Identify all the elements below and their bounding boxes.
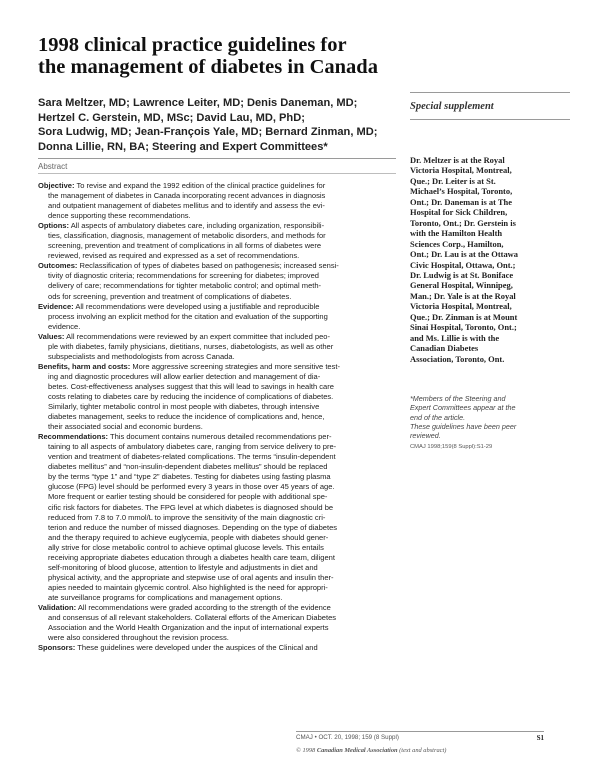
section-text-line: Similarly, tighter metabolic control in most people with diabetes, through intensive: [48, 402, 320, 412]
abstract-section: [38, 643, 398, 653]
copyright-org: Canadian Medical Association: [316, 747, 398, 754]
affiliation-line: Ont.; Dr. Lau is at the Ottawa: [410, 249, 518, 260]
section-text-line: tivity of diagnostic criteria; recommendations for screening for diabetes; improved: [48, 271, 319, 281]
sidebar-divider: [410, 92, 570, 93]
affiliation-line: Man.; Dr. Yale is at the Royal: [410, 290, 516, 301]
section-text-line: self-monitoring of blood glucose, attention to lifestyle and adjustments in diet and: [48, 562, 318, 572]
author-list: [38, 96, 403, 154]
peer-review-line: reviewed.: [410, 431, 441, 441]
section-text-line: Association and the World Health Organization and the input of international experts: [48, 623, 329, 633]
section-text-line: ing and diagnostic procedures will allow earlier detection and management of dia-: [48, 371, 321, 381]
copyright-suffix: (text and abstract): [397, 747, 447, 754]
peer-review-line: These guidelines have been peer: [410, 422, 517, 431]
copyright-line: [296, 747, 556, 754]
affiliation-line: Que.; Dr. Leiter is at St.: [410, 175, 496, 186]
committee-note-line: *Members of the Steering and: [410, 394, 506, 403]
section-text-line: the management of diabetes in Canada incorporating recent advances in diagnosis: [48, 191, 326, 201]
abstract-section: [38, 302, 398, 332]
section-text-line: and the therapy required to achieve euglycemia, people with diabetes should gener-: [48, 532, 329, 542]
supplement-label: Special supplement: [410, 101, 494, 112]
section-text-line: glucose (FPG) level should be performed every 3 years in those over 45 years of age.: [48, 482, 335, 492]
section-text-line: ally strive for close metabolic control to achieve optimal glucose levels. This entails: [48, 542, 324, 552]
section-label: Validation:: [38, 602, 77, 612]
affiliation-line: Association, Toronto, Ont.: [410, 353, 505, 364]
affiliation-line: Toronto, Ont.; Dr. Gerstein is: [410, 217, 516, 228]
author-line: Sora Ludwig, MD; Jean-François Yale, MD; Bernard Zinman, MD;: [38, 126, 378, 139]
section-text-line: Reclassification of types of diabetes based on pathogenesis; increased sensi-: [79, 261, 339, 271]
section-text-line: and outpatient management of diabetes mellitus and to identify and assess the evi-: [48, 201, 325, 211]
affiliation-line: Michael’s Hospital, Toronto,: [410, 186, 513, 197]
citation: CMAJ 1998;159(8 Suppl):S1-29: [410, 444, 493, 450]
author-line: Hertzel C. Gerstein, MD, MSc; David Lau, MD, PhD;: [38, 111, 305, 124]
section-text-line: terion and reduce the number of missed diagnoses. Depending on the type of diabetes: [48, 522, 338, 532]
section-text-line: receiving appropriate diabetes education through a diabetes health care team, diligent: [48, 552, 335, 562]
affiliation-line: Que.; Dr. Zinman is at Mount: [410, 311, 518, 322]
section-text-line: ods for screening, prevention and treatment of complications of diabetes.: [48, 291, 292, 301]
section-text-line: ate surveillance programs for complications and management options.: [48, 592, 283, 602]
section-text-line: evidence.: [48, 321, 81, 331]
section-text-line: ple with diabetes, family physicians, dietitians, nurses, diabetologists, as well as other: [48, 341, 334, 351]
section-text-line: All aspects of ambulatory diabetes care, including organization, responsibili-: [70, 221, 325, 231]
affiliation-line: General Hospital, Winnipeg,: [410, 280, 513, 291]
section-text-line: To revise and expand the 1992 edition of the clinical practice guidelines for: [76, 181, 326, 190]
abstract-divider: [38, 173, 396, 174]
committee-note-line: Expert Committees appear at the: [410, 403, 516, 413]
section-label: Benefits, harm and costs:: [38, 361, 131, 371]
author-affiliations: [410, 155, 570, 364]
affiliation-line: and Ms. Lillie is with the: [410, 332, 500, 343]
article-title: [38, 34, 398, 78]
title-line: the management of diabetes in Canada: [38, 56, 378, 78]
affiliation-line: with the Hamilton Health: [410, 228, 503, 239]
section-text-line: All recommendations were developed using a justifiable and reproducible: [75, 301, 320, 311]
abstract-heading: Abstract: [38, 158, 396, 174]
section-label: Evidence:: [38, 301, 74, 311]
section-text-line: This document contains numerous detailed recommendations per-: [110, 432, 332, 442]
section-text-line: cific risk factors for diabetes. The FPG level at which diabetes is diagnosed should be: [48, 502, 334, 512]
section-text-line: vention and treatment of diabetes-related complications. The terms “insulin-dependent: [48, 452, 336, 462]
section-text-line: dence supporting these recommendations.: [48, 211, 191, 221]
section-text-line: diabetes management, seeks to reduce the incidence of complications and, hence,: [48, 412, 325, 422]
affiliation-line: Sinai Hospital, Toronto, Ont.;: [410, 322, 517, 333]
abstract-section: [38, 432, 398, 603]
section-text-line: subspecialists and methodologists from across Canada.: [48, 351, 235, 361]
section-label: Outcomes:: [38, 261, 78, 271]
abstract-section: [38, 332, 398, 362]
abstract-section: [38, 261, 398, 301]
abstract-section: [38, 221, 398, 261]
section-text-line: ties, classification, diagnosis, management of metabolic disorders, and methods for: [48, 231, 326, 241]
peer-review-note: [410, 422, 570, 441]
committee-note-line: end of the article.: [410, 412, 466, 422]
section-text-line: More frequent or earlier testing should be considered for people with additional spe-: [48, 492, 328, 502]
section-text-line: screening, prevention and treatment of complications in all forms of diabetes were: [48, 241, 322, 251]
affiliation-line: Dr. Meltzer is at the Royal: [410, 155, 505, 165]
section-label: Values:: [38, 331, 65, 341]
abstract-section: [38, 362, 398, 432]
abstract-body: [38, 181, 398, 653]
affiliation-line: Hospital for Sick Children,: [410, 207, 508, 218]
section-text-line: delivery of care; recommendations for tighter metabolic control; and optimal meth-: [48, 281, 322, 291]
section-text-line: by the terms “type 1” and “type 2” diabetes. Testing for diabetes using fasting plasma: [48, 472, 331, 482]
abstract-section: [38, 181, 398, 221]
copyright-prefix: © 1998: [296, 747, 317, 754]
section-text-line: reduced from 7.8 to 7.0 mmol/L to improve the sensitivity of the main diagnostic cri-: [48, 512, 326, 522]
author-line: Donna Lillie, RN, BA; Steering and Expert Committees*: [38, 140, 328, 153]
section-label: Objective:: [38, 181, 75, 190]
affiliation-line: Canadian Diabetes: [410, 343, 479, 354]
section-text-line: All recommendations were reviewed by an expert committee that included peo-: [66, 331, 330, 341]
section-text-line: physical activity, and the appropriate and stepwise use of oral agents and insulin ther-: [48, 572, 334, 582]
abstract-section: [38, 603, 398, 643]
affiliation-line: Victoria Hospital, Montreal,: [410, 165, 512, 176]
affiliation-line: Sciences Corp., Hamilton,: [410, 238, 504, 249]
affiliation-line: Dr. Ludwig is at St. Boniface: [410, 269, 514, 280]
affiliation-line: Civic Hospital, Ottawa, Ont.;: [410, 259, 516, 270]
section-text-line: were also considered throughout the revision process.: [48, 633, 229, 643]
section-text-line: and consensus of all relevant stakeholders. Collateral efforts of the American Diabetes: [48, 613, 337, 623]
footer-journal-line: [296, 734, 544, 744]
section-text-line: their associated social and economic burdens.: [48, 422, 203, 432]
section-label: Options:: [38, 221, 70, 231]
section-text-line: process involving an explicit method for the citation and evaluation of the supporting: [48, 311, 328, 321]
committee-note: [410, 394, 570, 422]
author-line: Sara Meltzer, MD; Lawrence Leiter, MD; Denis Daneman, MD;: [38, 97, 358, 109]
section-text-line: costs relating to diabetes care by reducing the incidence of complications of diabetes.: [48, 391, 334, 401]
footer-divider: [296, 731, 544, 732]
sidebar-divider: [410, 119, 570, 120]
page-number: S1: [536, 734, 544, 742]
journal-issue: CMAJ • OCT. 20, 1998; 159 (8 Suppl): [296, 734, 399, 741]
section-text-line: diabetes mellitus” and “non-insulin-dependent diabetes mellitus” should be replaced: [48, 462, 328, 472]
section-text-line: These guidelines were developed under the auspices of the Clinical and: [77, 643, 318, 653]
affiliation-line: Ont.; Dr. Daneman is at The: [410, 196, 512, 207]
section-text-line: reviewed, revised as required and expressed as a set of recommendations.: [48, 251, 300, 261]
affiliation-line: Victoria Hospital, Montreal,: [410, 301, 512, 312]
title-line: 1998 clinical practice guidelines for: [38, 34, 347, 56]
section-label: Sponsors:: [38, 643, 76, 653]
section-text-line: apies needed to maintain glycemic control. Also highlighted is the need for appropri-: [48, 582, 328, 592]
section-text-line: betes. Cost-effectiveness analyses suggest that this will lead to savings in health care: [48, 381, 334, 391]
section-label: Recommendations:: [38, 432, 109, 442]
section-text-line: taining to all aspects of ambulatory diabetes care, ranging from service delivery to pre-: [48, 442, 337, 452]
section-text-line: More aggressive screening strategies and more sensitive test-: [132, 361, 341, 371]
section-text-line: All recommendations were graded according to the strength of the evidence: [77, 602, 331, 612]
